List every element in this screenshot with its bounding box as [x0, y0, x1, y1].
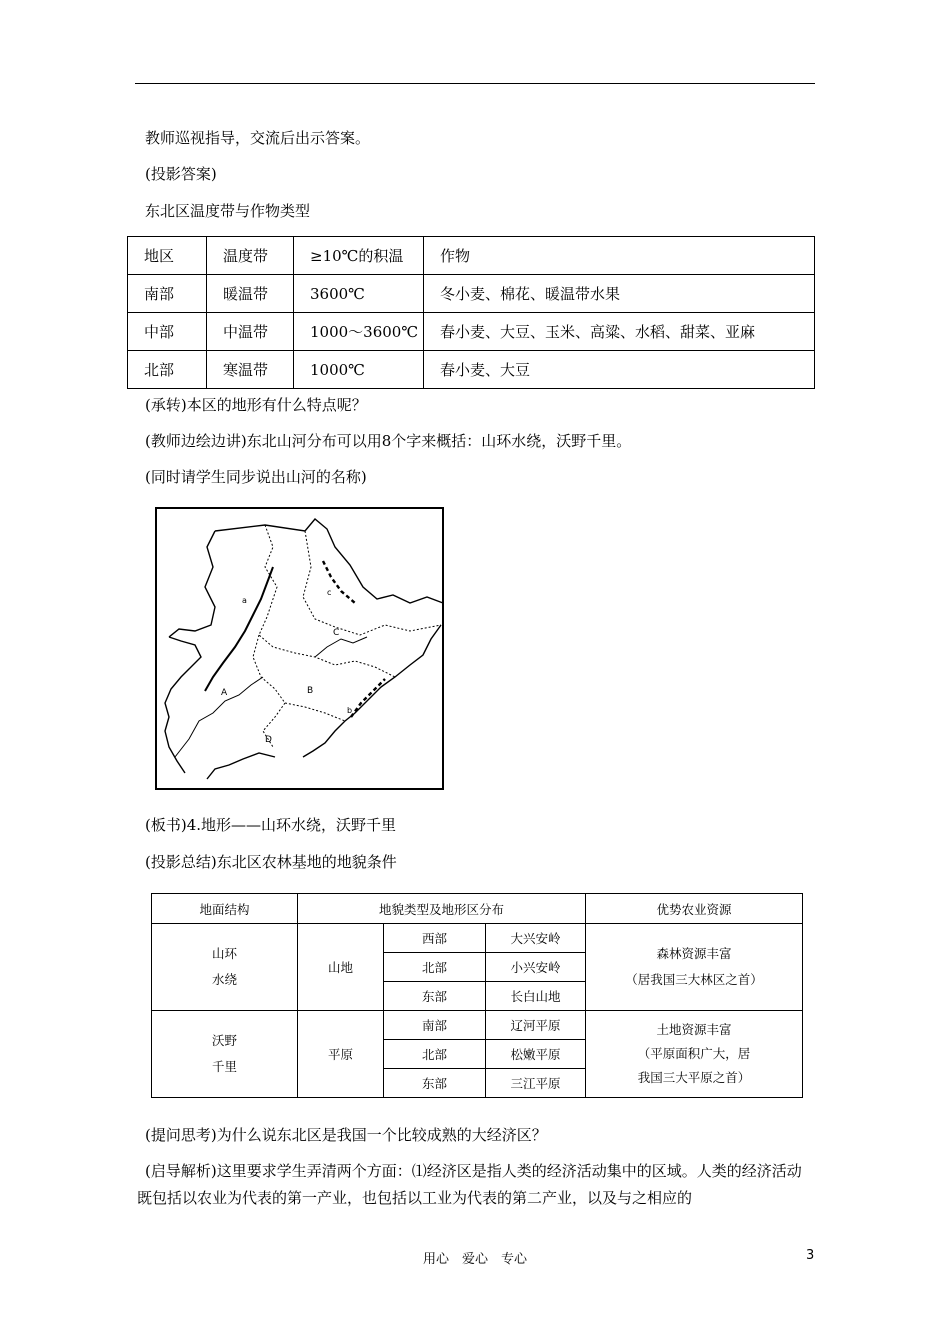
table-row — [128, 275, 815, 313]
cell-line: （居我国三大林区之首） — [625, 972, 763, 987]
table-cell: 春小麦、大豆 — [424, 351, 815, 389]
map-border-line — [303, 531, 441, 635]
paragraph: (板书)4.地形——山环水绕，沃野千里 — [145, 816, 397, 834]
map-label-A: A — [221, 688, 228, 698]
table-cell: 中温带 — [207, 313, 294, 351]
map-label-B: B — [307, 686, 314, 696]
paragraph: (启导解析)这里要求学生弄清两个方面：⑴经济区是指人类的经济活动集中的区域。人类的经济活动既包括以农业为代表的第一产业，也包括以工业为代表的第二产业，以及与之相应的 — [137, 1162, 802, 1207]
mountain-range-b — [351, 679, 385, 717]
table-row — [128, 351, 815, 389]
cell-line: 水绕 — [211, 972, 237, 987]
table-cell — [586, 924, 803, 1011]
table-row — [152, 924, 803, 953]
table-cell: 作物 — [424, 237, 815, 275]
map-label-C: C — [333, 628, 340, 638]
temperature-zone-table — [127, 236, 815, 389]
paragraph: (投影答案) — [145, 165, 217, 183]
cell-line: 森林资源丰富 — [656, 946, 732, 961]
map-border-line — [285, 703, 345, 721]
cell-line: 土地资源丰富 — [656, 1022, 732, 1037]
table-cell: 东部 — [384, 1069, 486, 1098]
table-cell: 地区 — [128, 237, 207, 275]
table-cell: 三江平原 — [486, 1069, 586, 1098]
cell-line: 千里 — [211, 1059, 237, 1074]
table-cell: 温度带 — [207, 237, 294, 275]
mountain-range-a — [205, 567, 273, 691]
page-footer: 用心 爱心 专心 — [422, 1252, 527, 1267]
table-cell: 辽河平原 — [486, 1011, 586, 1040]
table-cell — [152, 1011, 298, 1098]
table-cell: 3600℃ — [294, 275, 424, 313]
paragraph: (同时请学生同步说出山河的名称) — [145, 468, 367, 486]
table-cell: 1000～3600℃ — [294, 313, 424, 351]
table-cell: 优势农业资源 — [586, 894, 803, 924]
table-cell: 地貌类型及地形区分布 — [298, 894, 586, 924]
table-cell — [152, 924, 298, 1011]
river — [175, 677, 263, 757]
table-row — [128, 313, 815, 351]
table-row — [152, 1011, 803, 1040]
table-cell: 西部 — [384, 924, 486, 953]
table-cell: 暖温带 — [207, 275, 294, 313]
landform-table — [151, 893, 803, 1098]
northeast-map — [155, 507, 444, 790]
paragraph: (承转)本区的地形有什么特点呢？ — [145, 396, 367, 414]
table-cell: 南部 — [128, 275, 207, 313]
table-cell: 冬小麦、棉花、暖温带水果 — [424, 275, 815, 313]
table-cell: 平原 — [298, 1011, 384, 1098]
table-header-row — [152, 894, 803, 924]
table-cell: 中部 — [128, 313, 207, 351]
paragraph: 教师巡视指导，交流后出示答案。 — [145, 129, 371, 147]
cell-line: 我国三大平原之首） — [637, 1070, 751, 1085]
map-frame — [156, 508, 443, 789]
table-cell: 北部 — [384, 1040, 486, 1069]
table-cell — [586, 1011, 803, 1098]
cell-line: （平原面积广大，居 — [637, 1046, 751, 1061]
map-label-a: a — [242, 596, 247, 605]
table-caption: 东北区温度带与作物类型 — [145, 202, 311, 220]
table-cell: 寒温带 — [207, 351, 294, 389]
paragraph: (提问思考)为什么说东北区是我国一个比较成熟的大经济区？ — [145, 1126, 547, 1144]
table-cell: 北部 — [384, 953, 486, 982]
table-cell: 春小麦、大豆、玉米、高粱、水稻、甜菜、亚麻 — [424, 313, 815, 351]
river — [315, 637, 367, 657]
map-label-c: c — [327, 588, 332, 597]
cell-line: 山环 — [211, 946, 237, 961]
header-rule — [135, 83, 815, 84]
table-caption: (投影总结)东北区农林基地的地貌条件 — [145, 853, 397, 871]
paragraph: (教师边绘边讲)东北山河分布可以用8个字来概括：山环水绕，沃野千里。 — [145, 432, 632, 450]
table-cell: 1000℃ — [294, 351, 424, 389]
map-label-D: D — [265, 735, 272, 745]
table-cell: 北部 — [128, 351, 207, 389]
table-cell: 南部 — [384, 1011, 486, 1040]
map-coastline — [165, 519, 443, 779]
map-border-line — [253, 635, 285, 747]
table-cell: 大兴安岭 — [486, 924, 586, 953]
map-border-line — [259, 525, 395, 677]
cell-line: 沃野 — [211, 1033, 237, 1048]
table-cell: 地面结构 — [152, 894, 298, 924]
table-cell: 东部 — [384, 982, 486, 1011]
table-cell: ≥10℃的积温 — [294, 237, 424, 275]
table-header-row — [128, 237, 815, 275]
table-cell: 松嫩平原 — [486, 1040, 586, 1069]
table-cell: 小兴安岭 — [486, 953, 586, 982]
table-cell: 山地 — [298, 924, 384, 1011]
page-number: 3 — [806, 1248, 815, 1263]
map-label-b: b — [347, 706, 353, 715]
table-cell: 长白山地 — [486, 982, 586, 1011]
